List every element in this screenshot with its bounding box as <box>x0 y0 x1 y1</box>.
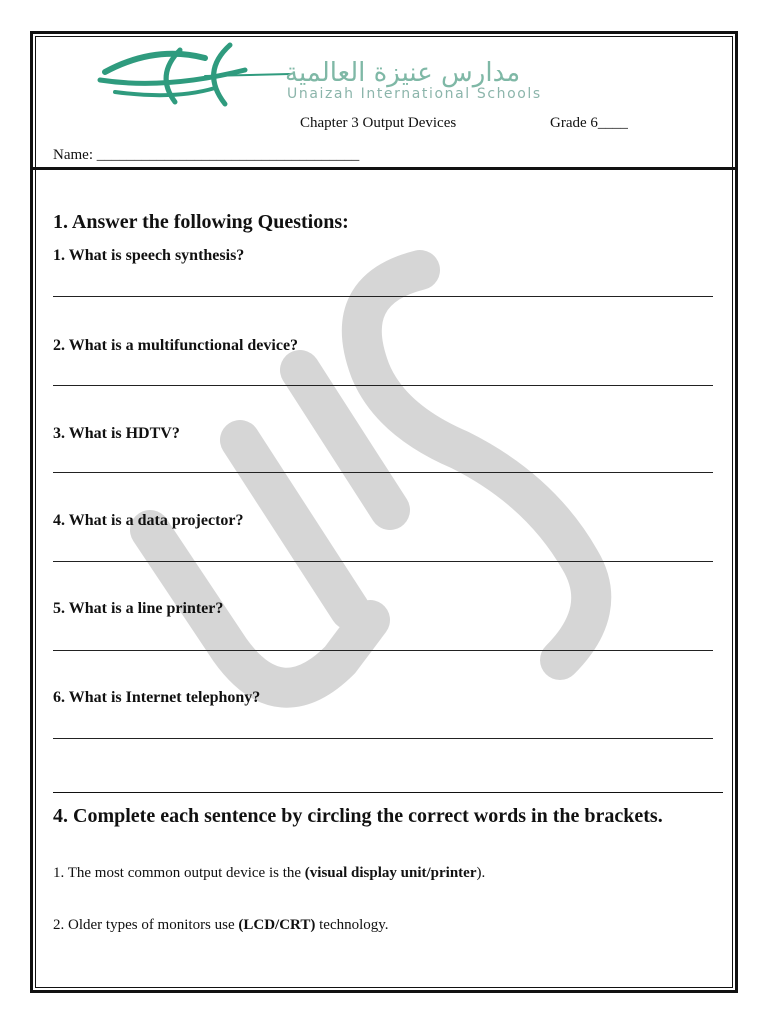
answer-line-4[interactable] <box>53 561 713 562</box>
question-3: 3. What is HDTV? <box>53 425 180 442</box>
section-divider <box>53 792 723 793</box>
answer-line-6[interactable] <box>53 738 713 739</box>
section1-title: 1. Answer the following Questions: <box>53 211 349 233</box>
school-name-english: Unaizah International Schools <box>287 86 542 102</box>
section4-title: 4. Complete each sentence by circling the correct words in the brackets. <box>53 805 663 827</box>
question-2: 2. What is a multifunctional device? <box>53 337 299 354</box>
name-field: Name: ___________________________________ <box>53 147 360 163</box>
question-1: 1. What is speech synthesis? <box>53 247 245 264</box>
header-divider <box>33 167 735 170</box>
question-6: 6. What is Internet telephony? <box>53 689 261 706</box>
answer-line-5[interactable] <box>53 650 713 651</box>
sentence-2-text: 2. Older types of monitors use <box>53 917 239 933</box>
chapter-title: Chapter 3 Output Devices <box>300 115 457 131</box>
school-logo-icon <box>95 40 295 110</box>
sentence-2-choice[interactable]: (LCD/CRT) <box>238 917 316 933</box>
watermark-uis <box>120 230 640 760</box>
answer-line-3[interactable] <box>53 472 713 473</box>
answer-line-1[interactable] <box>53 296 713 297</box>
grade-field: Grade 6____ <box>550 115 628 131</box>
question-5: 5. What is a line printer? <box>53 600 224 617</box>
question-4: 4. What is a data projector? <box>53 512 244 529</box>
sentence-2-end: technology. <box>315 917 389 933</box>
school-name-arabic: مدارس عنيزة العالمية <box>285 58 521 88</box>
sentence-1-choice[interactable]: (visual display unit/printer <box>304 865 477 881</box>
answer-line-2[interactable] <box>53 385 713 386</box>
sentence-2 <box>53 917 389 934</box>
sentence-1-text: 1. The most common output device is the <box>53 865 305 881</box>
sentence-1 <box>53 865 485 882</box>
sentence-1-end: ). <box>476 865 486 881</box>
